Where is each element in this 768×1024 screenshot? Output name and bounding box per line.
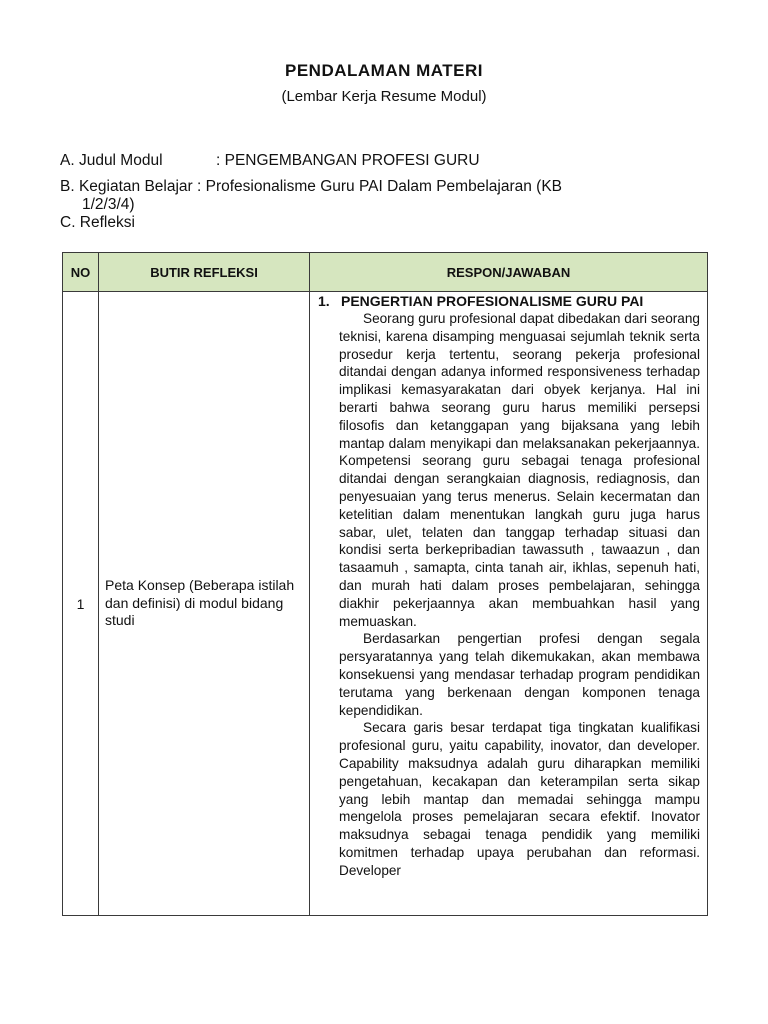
paragraph: Berdasarkan pengertian profesi dengan segala persyaratannya yang telah dikemukakan, akan membawa konsekuensi yang mendasar terhadap program pendidikan terutama yang berkenaan dengan komponen tenaga kependidikan.: [339, 631, 700, 718]
row-respon-cell: [310, 292, 708, 916]
section-title: PENGERTIAN PROFESIONALISME GURU PAI: [341, 293, 644, 309]
judul-modul-line: [60, 152, 720, 170]
header-butir-refleksi: BUTIR REFLEKSI: [99, 253, 310, 292]
kegiatan-belajar-label: B. Kegiatan Belajar: [60, 178, 193, 195]
refleksi-label: C. Refleksi: [60, 214, 135, 231]
paragraph: Secara garis besar terdapat tiga tingkatan kualifikasi profesional guru, yaitu capability, inovator, dan developer. Capability maksudnya adalah guru diharapkan memiliki pengetahuan, kecakapan dan keterampilan serta sikap yang lebih mantap dan memadai sehingga mampu mengelola proses pemelajaran secara efektif. Inovator maksudnya sebagai tenaga pendidik yang memiliki komitmen terhadap upaya perubahan dan reformasi. Developer: [339, 720, 700, 878]
table-header-row: [63, 253, 708, 292]
section-heading: [318, 293, 643, 309]
kegiatan-belajar-line: [60, 178, 720, 214]
kegiatan-belajar-value-cont: 1/2/3/4): [82, 196, 135, 213]
response-body: [339, 310, 700, 880]
reflection-table: [62, 252, 708, 916]
paragraph: Seorang guru profesional dapat dibedakan dari seorang teknisi, karena disamping menguasai sejumlah teknik serta prosedur kerja tertentu, seorang pekerja profesional ditandai dengan adanya informed responsiveness terhadap implikasi kemasyarakatan dari obyek kerjanya. Hal ini berarti bahwa seorang guru harus memiliki persepsi filosofis dan ketanggapan yang bijaksana yang lebih mantap dalam menyikapi dan melaksanakan pekerjaannya. Kompetensi seorang guru sebagai tenaga profesional ditandai dengan serangkaian diagnosis, rediagnosis, dan penyesuaian yang terus menerus. Selain kecermatan dan ketelitian dalam menentukan langkah guru juga harus sabar, ulet, telaten dan tanggap terhadap situasi dan kondisi serta berkepribadian tawassuth , tawaazun , dan tasaamuh , samapta, cinta tanah air, ikhlas, sepenuh hati, dan murah hati dalam proses pembelajaran, sehingga diakhir pekerjaannya akan membuahkan hasil yang memuaskan.: [339, 311, 700, 629]
judul-modul-value: : PENGEMBANGAN PROFESI GURU: [216, 152, 480, 169]
section-number: 1.: [318, 293, 330, 309]
table-row: [63, 292, 708, 916]
page-title: PENDALAMAN MATERI: [284, 61, 483, 80]
kegiatan-belajar-value: : Profesionalisme Guru PAI Dalam Pembelajaran (KB: [197, 178, 562, 195]
row-number: 1: [63, 292, 99, 916]
judul-modul-label: A. Judul Modul: [60, 152, 163, 169]
header-respon-jawaban: RESPON/JAWABAN: [310, 253, 708, 292]
page-subtitle: (Lembar Kerja Resume Modul): [281, 88, 487, 105]
row-butir-refleksi: Peta Konsep (Beberapa istilah dan definisi) di modul bidang studi: [99, 292, 310, 916]
header-no: NO: [63, 253, 99, 292]
